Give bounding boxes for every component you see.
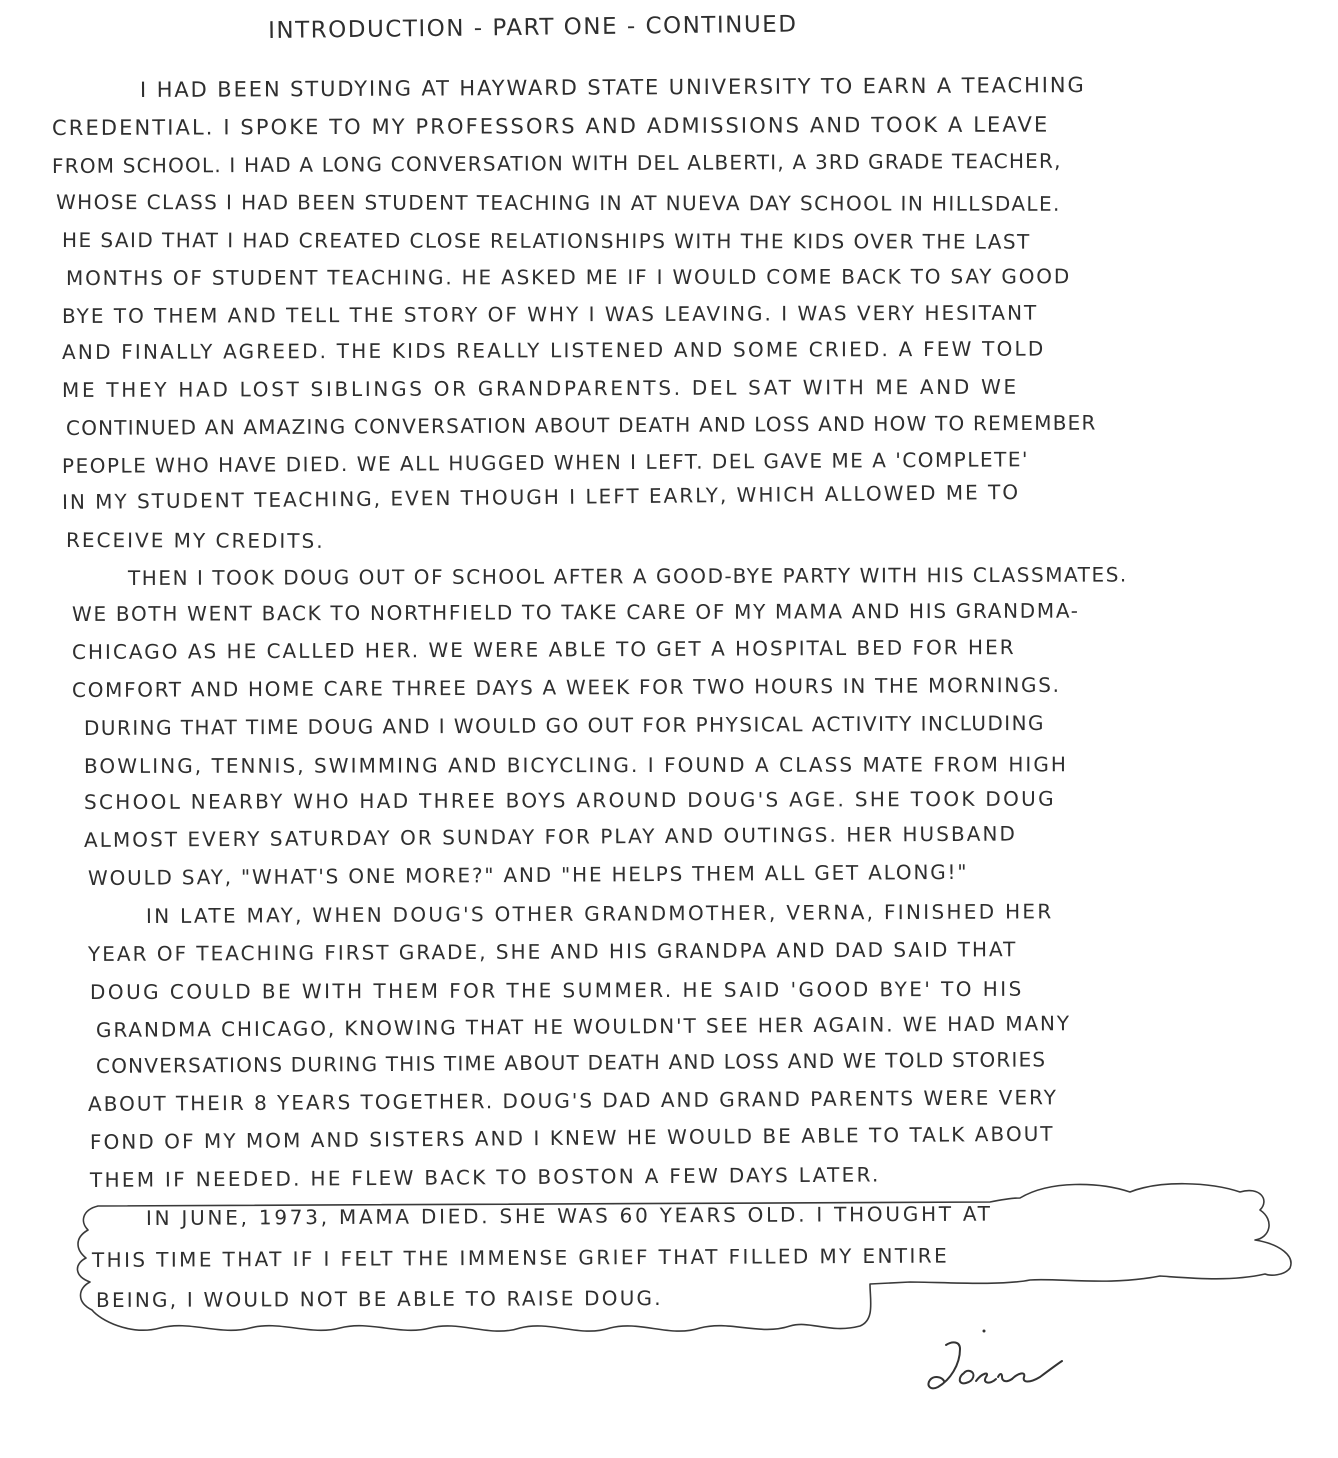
text-line: CONVERSATIONS DURING THIS TIME ABOUT DEATH AND LOSS AND WE TOLD STORIES bbox=[95, 1047, 1047, 1078]
text-line: CHICAGO AS HE CALLED HER. WE WERE ABLE TO GET A HOSPITAL BED FOR HER bbox=[71, 635, 1016, 664]
text-line: BOWLING, TENNIS, SWIMMING AND BICYCLING. I FOUND A CLASS MATE FROM HIGH bbox=[83, 752, 1069, 778]
text-line: SCHOOL NEARBY WHO HAD THREE BOYS AROUND DOUG'S AGE. SHE TOOK DOUG bbox=[83, 786, 1056, 814]
text-line: BEING, I WOULD NOT BE ABLE TO RAISE DOUG. bbox=[95, 1286, 663, 1312]
text-line: THEM IF NEEDED. HE FLEW BACK TO BOSTON A FEW DAYS LATER. bbox=[89, 1162, 881, 1192]
text-line: CREDENTIAL. I SPOKE TO MY PROFESSORS AND ADMISSIONS AND TOOK A LEAVE bbox=[51, 112, 1050, 140]
text-line: BYE TO THEM AND TELL THE STORY OF WHY I WAS LEAVING. I WAS VERY HESITANT bbox=[61, 300, 1039, 328]
signature-josie bbox=[920, 1325, 1070, 1405]
text-line: FOND OF MY MOM AND SISTERS AND I KNEW HE WOULD BE ABLE TO TALK ABOUT bbox=[89, 1121, 1055, 1154]
text-line: IN JUNE, 1973, MAMA DIED. SHE WAS 60 YEARS OLD. I THOUGHT AT bbox=[145, 1201, 993, 1230]
text-line: AND FINALLY AGREED. THE KIDS REALLY LISTENED AND SOME CRIED. A FEW TOLD bbox=[61, 336, 1046, 364]
text-line: IN LATE MAY, WHEN DOUG'S OTHER GRANDMOTHER, VERNA, FINISHED HER bbox=[145, 899, 1054, 928]
text-line: DURING THAT TIME DOUG AND I WOULD GO OUT FOR PHYSICAL ACTIVITY INCLUDING bbox=[83, 710, 1046, 740]
text-line: PEOPLE WHO HAVE DIED. WE ALL HUGGED WHEN I LEFT. DEL GAVE ME A 'COMPLETE' bbox=[61, 447, 1030, 478]
text-line: WHOSE CLASS I HAD BEEN STUDENT TEACHING IN AT NUEVA DAY SCHOOL IN HILLSDALE. bbox=[55, 190, 1061, 216]
text-line: THIS TIME THAT IF I FELT THE IMMENSE GRIEF THAT FILLED MY ENTIRE bbox=[91, 1243, 950, 1272]
text-line: CONTINUED AN AMAZING CONVERSATION ABOUT DEATH AND LOSS AND HOW TO REMEMBER bbox=[65, 410, 1097, 440]
text-line: WOULD SAY, "WHAT'S ONE MORE?" AND "HE HELPS THEM ALL GET ALONG!" bbox=[87, 859, 969, 890]
text-line: DOUG COULD BE WITH THEM FOR THE SUMMER. HE SAID 'GOOD BYE' TO HIS bbox=[89, 976, 1024, 1004]
text-line: FROM SCHOOL. I HAD A LONG CONVERSATION WITH DEL ALBERTI, A 3RD GRADE TEACHER, bbox=[51, 148, 1062, 178]
text-line: HE SAID THAT I HAD CREATED CLOSE RELATIONSHIPS WITH THE KIDS OVER THE LAST bbox=[61, 228, 1031, 254]
text-line: YEAR OF TEACHING FIRST GRADE, SHE AND HIS GRANDPA AND DAD SAID THAT bbox=[87, 937, 1018, 966]
text-line: COMFORT AND HOME CARE THREE DAYS A WEEK FOR TWO HOURS IN THE MORNINGS. bbox=[71, 672, 1061, 702]
text-line: ALMOST EVERY SATURDAY OR SUNDAY FOR PLAY AND OUTINGS. HER HUSBAND bbox=[83, 821, 1017, 852]
text-line: RECEIVE MY CREDITS. bbox=[65, 528, 325, 553]
text-line: WE BOTH WENT BACK TO NORTHFIELD TO TAKE CARE OF MY MAMA AND HIS GRANDMA- bbox=[71, 598, 1080, 626]
text-line: THEN I TOOK DOUG OUT OF SCHOOL AFTER A GOOD-BYE PARTY WITH HIS CLASSMATES. bbox=[127, 562, 1128, 590]
text-line: I HAD BEEN STUDYING AT HAYWARD STATE UNIVERSITY TO EARN A TEACHING bbox=[139, 73, 1086, 102]
text-line: ABOUT THEIR 8 YEARS TOGETHER. DOUG'S DAD AND GRAND PARENTS WERE VERY bbox=[87, 1085, 1058, 1116]
text-line: ME THEY HAD LOST SIBLINGS OR GRANDPARENTS. DEL SAT WITH ME AND WE bbox=[61, 374, 1019, 402]
text-line: MONTHS OF STUDENT TEACHING. HE ASKED ME IF I WOULD COME BACK TO SAY GOOD bbox=[65, 264, 1072, 290]
text-line: GRANDMA CHICAGO, KNOWING THAT HE WOULDN'T SEE HER AGAIN. WE HAD MANY bbox=[95, 1011, 1072, 1042]
page-title: INTRODUCTION - PART ONE - CONTINUED bbox=[268, 11, 798, 44]
text-line: IN MY STUDENT TEACHING, EVEN THOUGH I LEFT EARLY, WHICH ALLOWED ME TO bbox=[61, 479, 1021, 514]
